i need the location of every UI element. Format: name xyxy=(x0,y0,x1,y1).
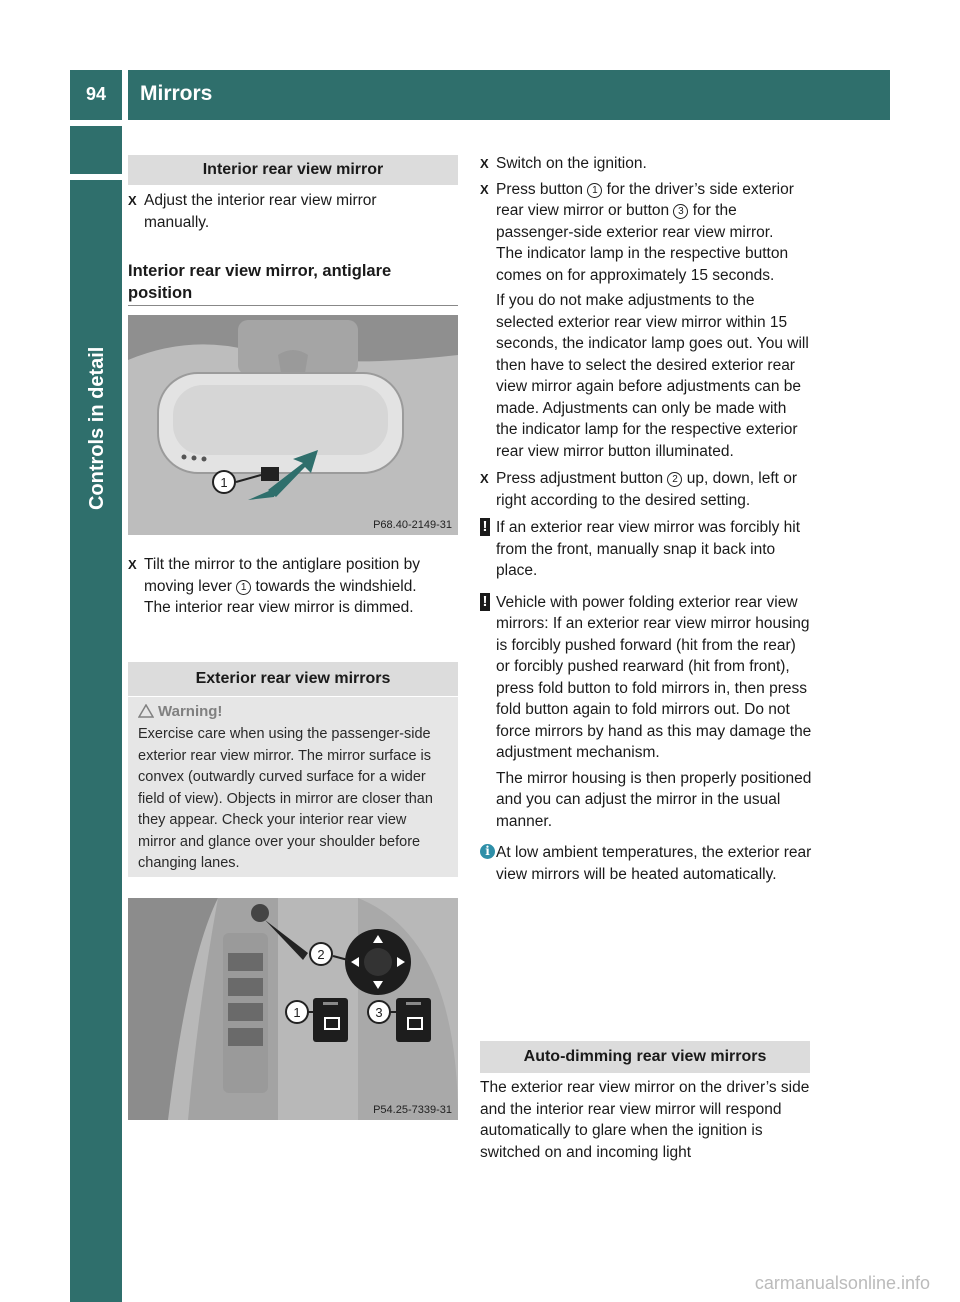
svg-text:2: 2 xyxy=(317,947,325,962)
lever-1-callout: 1 xyxy=(236,580,251,595)
door-switch-illustration xyxy=(128,898,458,1120)
svg-text:3: 3 xyxy=(375,1005,383,1020)
mirror-illustration xyxy=(128,315,458,535)
auto-dimming-heading: Auto-dimming rear view mirrors xyxy=(480,1041,810,1073)
tilt-result: The interior rear view mirror is dimmed. xyxy=(144,599,414,616)
button-2-callout: 2 xyxy=(667,472,682,487)
info-heated: i At low ambient temperatures, the exterior rear view mirrors will be heated automatically. xyxy=(480,842,812,885)
warning-text: Exercise care when using the passenger-side exterior rear view mirror. The mirror surface is convex (outwardly curved surface for a wider field of view). Objects in mirror are closer than they appear. Check your interior rear view mirror and glance over your shoulder before changing lanes. xyxy=(138,726,433,871)
antiglare-heading: Interior rear view mirror, antiglare position xyxy=(128,262,392,302)
heading-rule xyxy=(128,305,458,306)
step-press-button: X Press button 1 for the driver’s side exterior rear view mirror or button 3 for the passenger-side exterior rear view mirror. The indicator lamp in the respective button comes on for approximately 15 seconds. If you do not make adjustments to the selected exterior rear view mirror within 15 seconds, the indicator lamp goes out. You will then have to select the desired exterior rear view mirror again before adjustments can be made. Adjustments can only be made with the indicator lamp for the respective exterior rear view mirror button illuminated. xyxy=(480,179,812,463)
svg-text:1: 1 xyxy=(293,1005,301,1020)
auto-dimming-text: The exterior rear view mirror on the driver’s side and the interior rear view mirror will respond automatically to glare when the ignition is switched on and incoming light xyxy=(480,1079,810,1161)
note-snap-back: ! If an exterior rear view mirror was forcibly hit from the front, manually snap it back into place. xyxy=(480,517,812,582)
indicator-timeout: If you do not make adjustments to the selected exterior rear view mirror within 15 seconds, the indicator lamp goes out. You will then have to select the desired exterior rear view mirror again before adjustments can be made. Adjustments can only be made with the indicator lamp for the respective exterior rear view mirror button illuminated. xyxy=(496,292,809,460)
caution-icon: ! xyxy=(480,518,490,536)
header-bar xyxy=(128,70,890,120)
indicator-result: The indicator lamp in the respective button comes on for approximately 15 seconds. xyxy=(496,245,789,284)
adjust-step: X Adjust the interior rear view mirror manually. xyxy=(128,192,377,231)
warning-icon xyxy=(138,704,154,718)
mirror-figure xyxy=(128,315,458,535)
note-power-folding: ! Vehicle with power folding exterior rear view mirrors: If an exterior rear view mirror housing is forcibly pushed forward (hit from the rear) or forcibly pushed rearward (hit from front), press fold button to fold mirrors in, then press fold button again to fold mirrors out. Do not force mirrors by hand as this may damage the adjustment mechanism. The mirror housing is then properly positioned and you can adjust the mirror in the usual manner. xyxy=(480,592,812,833)
step-ignition: X Switch on the ignition. xyxy=(480,155,647,172)
button-1-callout: 1 xyxy=(587,183,602,198)
side-square xyxy=(70,126,122,174)
button-3-callout: 3 xyxy=(673,204,688,219)
side-tab-label: Controls in detail xyxy=(86,346,108,510)
door-switch-figure xyxy=(128,898,458,1120)
figure-code: P68.40-2149-31 xyxy=(373,519,452,531)
interior-mirror-heading: Interior rear view mirror xyxy=(128,155,458,185)
step-marker: X xyxy=(128,193,137,208)
svg-text:1: 1 xyxy=(220,475,228,490)
tilt-step: X Tilt the mirror to the antiglare position by moving lever 1 towards the windshield. The interior rear view mirror is dimmed. xyxy=(128,554,453,619)
info-icon: i xyxy=(480,844,495,859)
figure-code: P54.25-7339-31 xyxy=(373,1104,452,1116)
step-adjust-button: X Press adjustment button 2 up, down, left or right according to the desired setting. xyxy=(480,470,798,509)
warning-title: Warning! xyxy=(158,703,223,720)
caution-icon: ! xyxy=(480,593,490,611)
warning-box xyxy=(128,697,458,877)
exterior-mirrors-heading: Exterior rear view mirrors xyxy=(128,662,458,696)
page-number: 94 xyxy=(85,84,107,104)
page-title: Mirrors xyxy=(140,82,213,105)
watermark: carmanualsonline.info xyxy=(754,1273,930,1293)
